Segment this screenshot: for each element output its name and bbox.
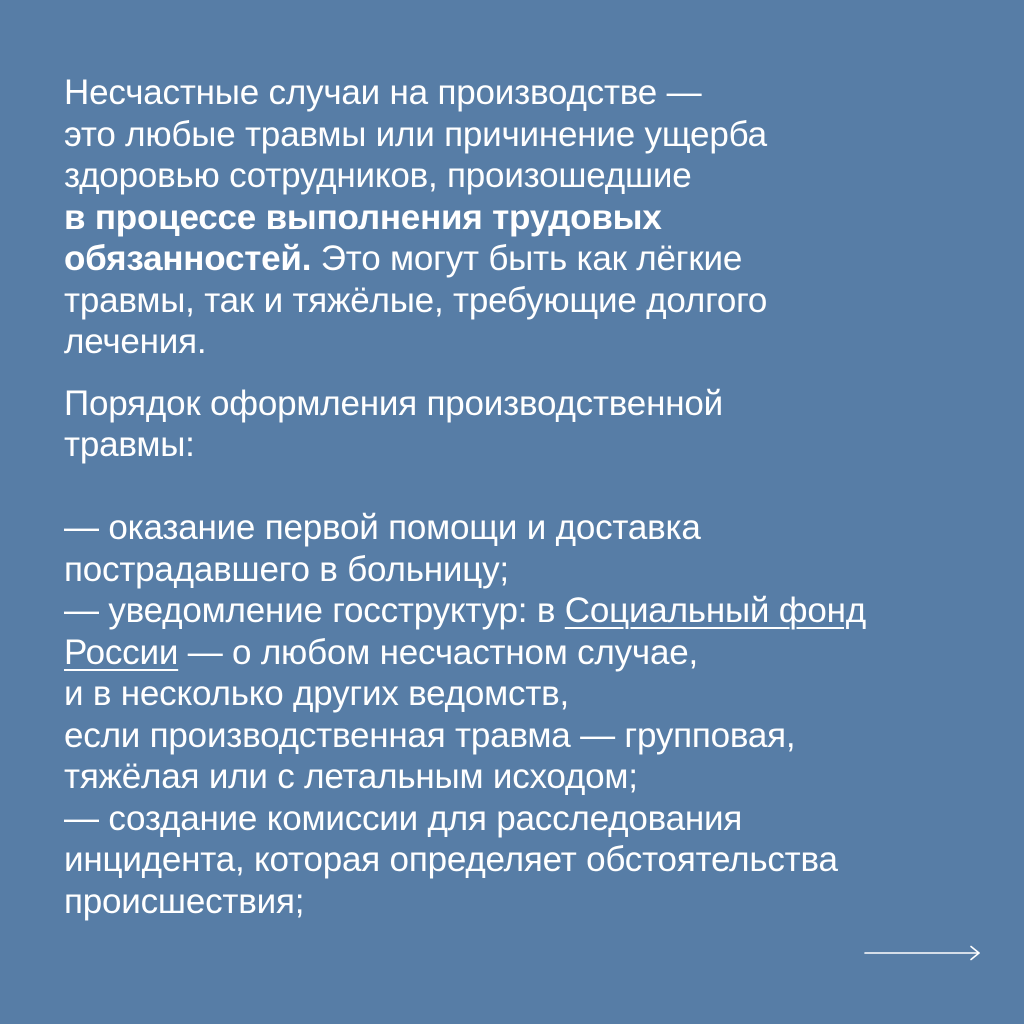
intro-line: лечения. — [64, 322, 207, 361]
intro-line: травмы, так и тяжёлые, требующие долгого — [64, 280, 768, 320]
intro-bold-line: в процессе выполнения трудовых — [64, 197, 662, 237]
list-item-line: если производственная травма — групповая, — [64, 715, 796, 755]
list-item-line: тяжёлая или с летальным исходом; — [64, 757, 638, 796]
procedure-heading: травмы: — [64, 425, 195, 464]
list-item-text: — о любом несчастном случае, — [178, 632, 699, 672]
intro-line: это любые травмы или причинение ущерба — [64, 114, 767, 154]
intro-line: Несчастные случаи на производстве — — [64, 73, 702, 112]
list-item-line: пострадавшего в больницу; — [64, 549, 509, 589]
slide-text — [64, 72, 984, 922]
arrow-right-icon[interactable] — [864, 943, 982, 963]
intro-bold-fragment: обязанностей. — [64, 239, 312, 278]
social-fund-link-continued[interactable]: России — [64, 632, 179, 672]
list-item-line — [64, 632, 984, 674]
list-item-line — [64, 590, 984, 632]
intro-line-rest: Это могут быть как лёгкие — [311, 239, 743, 278]
paragraph-gap — [64, 466, 984, 508]
list-item-line: — создание комиссии для расследования — [64, 798, 743, 838]
list-item-line: происшествия; — [64, 881, 305, 921]
list-item-line: инцидента, которая определяет обстоятельства — [64, 840, 838, 879]
intro-line — [64, 238, 984, 280]
intro-line: здоровью сотрудников, произошедшие — [64, 156, 692, 195]
social-fund-link[interactable]: Социальный фонд — [564, 591, 866, 630]
procedure-heading: Порядок оформления производственной — [64, 383, 723, 423]
list-item-line: — оказание первой помощи и доставка — [64, 508, 701, 547]
list-item-line: и в несколько других ведомств, — [64, 674, 570, 713]
paragraph-gap — [64, 363, 984, 383]
list-item-text: — уведомление госструктур: в — [64, 591, 565, 630]
